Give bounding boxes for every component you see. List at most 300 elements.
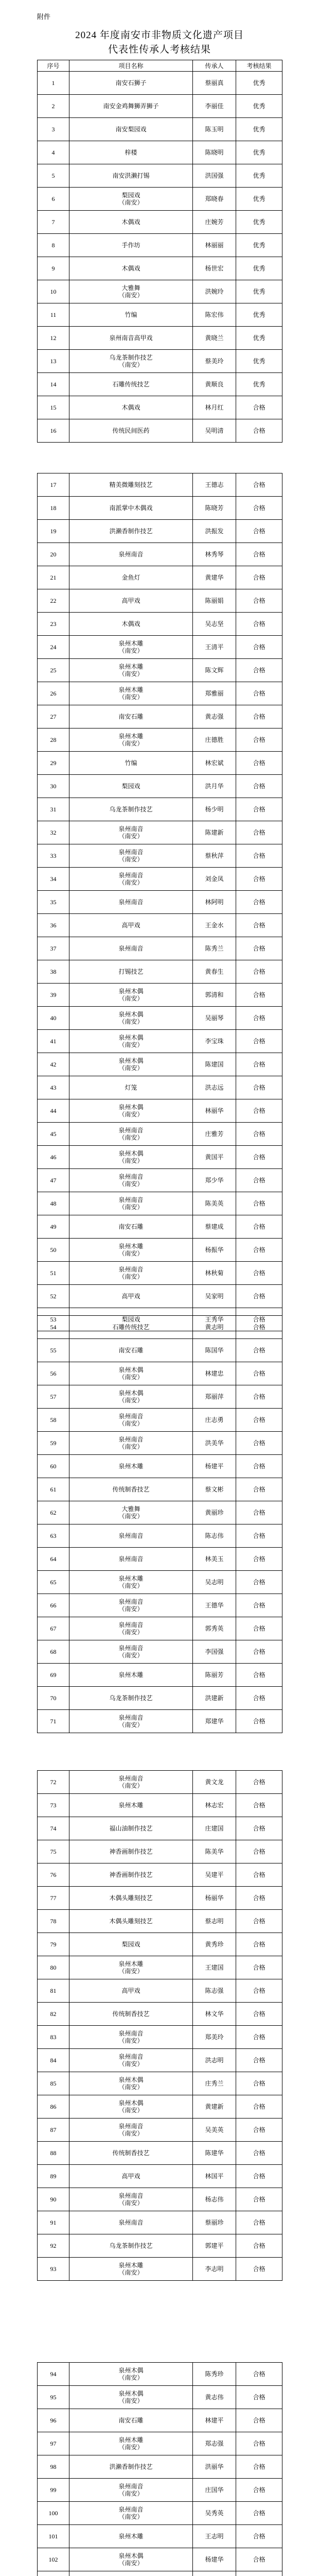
- inheritor-name: 吴建平: [193, 1863, 236, 1887]
- results-table-page-2: [37, 473, 282, 891]
- project-name-main: 泉州南音: [118, 849, 144, 856]
- project-name-main: 福山油制作技艺: [109, 1825, 153, 1832]
- project-name-main: 木偶戏: [121, 404, 140, 411]
- project-name-main: 泉州木偶: [118, 2099, 144, 2107]
- row-number: 26: [38, 682, 69, 705]
- project-name: [69, 1146, 193, 1169]
- assessment-result: 合格: [236, 543, 282, 566]
- inheritor-name: 黄国平: [193, 1146, 236, 1169]
- inheritor-name: 李志明: [193, 2258, 236, 2281]
- assessment-result: 合格: [236, 2234, 282, 2258]
- table-row: [38, 327, 282, 350]
- project-name: [69, 960, 193, 984]
- project-name-main: 泉州南音: [118, 945, 144, 952]
- project-name-sub: （南安）: [118, 1180, 144, 1188]
- row-number: 18: [38, 497, 69, 520]
- project-name-sub: （南安）: [118, 1273, 144, 1280]
- table-row: [38, 2003, 282, 2026]
- table-row: [38, 1594, 282, 1617]
- inheritor-name: 黄秀珍: [193, 1933, 236, 1956]
- inheritor-name: 陈宏伟: [193, 303, 236, 327]
- project-name-main: 高甲戏: [121, 1987, 140, 1994]
- project-name: [69, 891, 193, 914]
- project-name: [69, 1664, 193, 1687]
- table-row: [38, 1794, 282, 1817]
- table-row: [38, 2363, 282, 2386]
- inheritor-name: 庄德胜: [193, 728, 236, 752]
- project-name-sub: （南安）: [118, 2490, 144, 2497]
- project-name-main: 泉州木偶: [118, 2390, 144, 2397]
- assessment-result: 合格: [236, 1571, 282, 1594]
- table-row: [38, 1687, 282, 1710]
- table-row: [38, 566, 282, 589]
- inheritor-name: 郭秀英: [193, 1617, 236, 1640]
- project-name: [69, 1339, 193, 1362]
- inheritor-name: 林月红: [193, 396, 236, 419]
- project-name-sub: （南安）: [118, 1397, 144, 1404]
- project-name-main: 泉州木偶: [118, 1366, 144, 1374]
- row-number: 10: [38, 280, 69, 303]
- assessment-result: 合格: [236, 1887, 282, 1910]
- table-row: [38, 1053, 282, 1076]
- inheritor-name: 郑美玲: [193, 2026, 236, 2049]
- inheritor-name: 吴家明: [193, 1285, 236, 1308]
- project-name-sub: （南安）: [118, 361, 144, 368]
- project-name-main: 泉州南音: [118, 1775, 144, 1782]
- row-number: 68: [38, 1640, 69, 1664]
- project-name: [69, 473, 193, 497]
- project-name: [69, 1687, 193, 1710]
- project-name-main: 泉州木偶: [118, 2367, 144, 2374]
- assessment-result: 优秀: [236, 118, 282, 141]
- row-number: 75: [38, 1840, 69, 1863]
- project-name: [69, 682, 193, 705]
- row-number: 31: [38, 798, 69, 821]
- inheritor-name: 陈建新: [193, 821, 236, 844]
- assessment-result: 优秀: [236, 164, 282, 188]
- project-name: [69, 1432, 193, 1455]
- project-name-main: 南安石雕: [118, 2417, 144, 2424]
- project-name-main: 泉州南音: [118, 1173, 144, 1180]
- table-row: [38, 821, 282, 844]
- table-row: [38, 72, 282, 95]
- project-name-sub: （南安）: [118, 1420, 144, 1427]
- row-number: 88: [38, 2142, 69, 2165]
- row-number: 47: [38, 1169, 69, 1192]
- row-number: 37: [38, 937, 69, 960]
- table-row: [38, 141, 282, 164]
- row-number: 82: [38, 2003, 69, 2026]
- project-name: [69, 1571, 193, 1594]
- project-name-main: 神香画制作技艺: [109, 1871, 153, 1878]
- inheritor-name: 杨少明: [193, 798, 236, 821]
- inheritor-name: 蔡秋萍: [193, 844, 236, 868]
- project-name: [69, 1548, 193, 1571]
- assessment-result: 合格: [236, 984, 282, 1007]
- assessment-result: 合格: [236, 1339, 282, 1362]
- assessment-result: 合格: [236, 2455, 282, 2479]
- table-row: [38, 705, 282, 728]
- project-name: [69, 2386, 193, 2409]
- project-name-main: 大雅舞: [121, 1505, 140, 1513]
- table-row: [38, 1640, 282, 1664]
- project-name: [69, 2095, 193, 2119]
- table-row: [38, 1501, 282, 1524]
- row-number: 45: [38, 1123, 69, 1146]
- project-name-sub: （南安）: [118, 2199, 144, 2207]
- results-table-page-6: [37, 2362, 282, 2576]
- inheritor-name: 庄志勇: [193, 1409, 236, 1432]
- project-name-sub: （南安）: [118, 1111, 144, 1118]
- project-name-main: 泉州南音: [118, 551, 144, 558]
- project-name: [69, 2502, 193, 2525]
- table-row: [38, 1933, 282, 1956]
- inheritor-name: 郑丽萍: [193, 1385, 236, 1409]
- assessment-result: 合格: [236, 2165, 282, 2188]
- inheritor-name: 庄雅芳: [193, 1123, 236, 1146]
- table-row: [38, 1887, 282, 1910]
- row-number: 27: [38, 705, 69, 728]
- assessment-result: 优秀: [236, 327, 282, 350]
- table-row: [38, 1262, 282, 1285]
- inheritor-name: 洪丽华: [193, 2455, 236, 2479]
- row-number: 72: [38, 1771, 69, 1794]
- row-number: 87: [38, 2119, 69, 2142]
- assessment-result: 合格: [236, 2188, 282, 2211]
- project-name-main: 大雅舞: [121, 284, 140, 292]
- project-name-main: 泉州木雕: [118, 733, 144, 740]
- inheritor-name: 黄志伟: [193, 2386, 236, 2409]
- project-name-main: 南安石狮子: [115, 79, 147, 87]
- table-row: [38, 752, 282, 775]
- project-name: [69, 2049, 193, 2072]
- inheritor-name: 陈秀珍: [193, 2363, 236, 2386]
- project-name-main: 泉州木雕: [118, 663, 144, 670]
- project-name-sub: （南安）: [118, 2130, 144, 2137]
- assessment-result: 合格: [236, 891, 282, 914]
- project-name: [69, 1794, 193, 1817]
- project-name-sub: （南安）: [118, 2397, 144, 2404]
- inheritor-name: 吴志坚: [193, 613, 236, 636]
- project-name-main: 泉州南音: [118, 2123, 144, 2130]
- inheritor-name: 王德志: [193, 473, 236, 497]
- row-number: 7: [38, 211, 69, 234]
- project-name: [69, 1215, 193, 1239]
- project-name: [69, 2548, 193, 2571]
- project-name-sub: （南安）: [118, 879, 144, 886]
- row-number: 74: [38, 1817, 69, 1840]
- project-name: [69, 844, 193, 868]
- inheritor-name: 郑建华: [193, 1710, 236, 1733]
- table-row: [38, 1099, 282, 1123]
- table-row: [38, 497, 282, 520]
- inheritor-name: 林文华: [193, 2003, 236, 2026]
- project-name: [69, 1956, 193, 1979]
- row-number: 96: [38, 2409, 69, 2432]
- project-name-sub: （南安）: [118, 2107, 144, 2114]
- table-row: [38, 280, 282, 303]
- project-name: [69, 211, 193, 234]
- assessment-result: 合格: [236, 613, 282, 636]
- table-row: [38, 2165, 282, 2188]
- table-row: [38, 1362, 282, 1385]
- project-name: [69, 419, 193, 443]
- row-number: 39: [38, 984, 69, 1007]
- project-name: [69, 1285, 193, 1308]
- project-name: [69, 868, 193, 891]
- project-name: [69, 636, 193, 659]
- inheritor-name: 蔡志明: [193, 1910, 236, 1933]
- inheritor-name: 王清平: [193, 636, 236, 659]
- project-name: [69, 1316, 193, 1339]
- table-row: [38, 960, 282, 984]
- table-row: [38, 1007, 282, 1030]
- project-name: [69, 1817, 193, 1840]
- project-name: [69, 164, 193, 188]
- inheritor-name: 陈美华: [193, 1840, 236, 1863]
- row-number: 35: [38, 891, 69, 914]
- inheritor-name: 黄志明: [193, 1316, 236, 1339]
- assessment-result: 合格: [236, 1863, 282, 1887]
- table-row: [38, 1771, 282, 1794]
- row-number: 100: [38, 2502, 69, 2525]
- inheritor-name: 洪婉玲: [193, 280, 236, 303]
- project-name-main: 灯笼: [125, 1084, 137, 1091]
- row-number: 23: [38, 613, 69, 636]
- row-number: 84: [38, 2049, 69, 2072]
- table-row: [38, 2211, 282, 2234]
- row-number: 25: [38, 659, 69, 682]
- assessment-result: 合格: [236, 868, 282, 891]
- table-row: [38, 1863, 282, 1887]
- table-row: [38, 2234, 282, 2258]
- project-name: [69, 2363, 193, 2386]
- inheritor-name: 陈美英: [193, 1192, 236, 1215]
- project-name-sub: （南安）: [118, 647, 144, 654]
- project-name: [69, 497, 193, 520]
- assessment-result: 优秀: [236, 373, 282, 396]
- project-name-main: 木偶戏: [121, 218, 140, 226]
- table-row: [38, 2049, 282, 2072]
- assessment-result: 合格: [236, 2363, 282, 2386]
- inheritor-name: 王金水: [193, 914, 236, 937]
- project-name-sub: （南安）: [118, 833, 144, 840]
- row-number: 89: [38, 2165, 69, 2188]
- row-number: 19: [38, 520, 69, 543]
- inheritor-name: 陈建国: [193, 1053, 236, 1076]
- row-number: 4: [38, 141, 69, 164]
- project-name: [69, 280, 193, 303]
- inheritor-name: 郭建平: [193, 2234, 236, 2258]
- table-row: [38, 2095, 282, 2119]
- table-row: [38, 2502, 282, 2525]
- project-name-sub: （南安）: [118, 740, 144, 747]
- row-number: 41: [38, 1030, 69, 1053]
- inheritor-name: 洪志远: [193, 1076, 236, 1099]
- table-row: [38, 2258, 282, 2281]
- inheritor-name: 刘金凤: [193, 868, 236, 891]
- inheritor-name: 黄志强: [193, 705, 236, 728]
- assessment-result: 合格: [236, 1548, 282, 1571]
- row-number: 70: [38, 1687, 69, 1710]
- project-name-main: 乌龙茶制作技艺: [109, 1694, 153, 1702]
- row-number: 61: [38, 1478, 69, 1501]
- assessment-result: 合格: [236, 1771, 282, 1794]
- project-name-main: 泉州木雕: [118, 640, 144, 647]
- table-row: [38, 2119, 282, 2142]
- row-number: 95: [38, 2386, 69, 2409]
- inheritor-name: 庄秀兰: [193, 2072, 236, 2095]
- inheritor-name: 陈建华: [193, 2142, 236, 2165]
- project-name-main: 泉州木雕: [118, 2436, 144, 2444]
- table-row: [38, 775, 282, 798]
- assessment-result: 合格: [236, 2258, 282, 2281]
- project-name-sub: （南安）: [118, 292, 144, 299]
- assessment-result: 优秀: [236, 95, 282, 118]
- row-number: 9: [38, 257, 69, 280]
- project-name-sub: （南安）: [118, 1443, 144, 1450]
- project-name-main: 泉州木雕: [118, 1463, 144, 1470]
- table-row: [38, 396, 282, 419]
- assessment-result: 合格: [236, 1617, 282, 1640]
- row-number: 32: [38, 821, 69, 844]
- assessment-result: 合格: [236, 2432, 282, 2455]
- inheritor-name: 林丽丽: [193, 234, 236, 257]
- project-name: [69, 520, 193, 543]
- project-name: [69, 118, 193, 141]
- project-name-main: 泉州南音: [118, 1645, 144, 1652]
- row-number: 5: [38, 164, 69, 188]
- project-name-sub: （南安）: [118, 1041, 144, 1048]
- inheritor-name: 洪国强: [193, 164, 236, 188]
- project-name-main: 竹编: [125, 759, 137, 767]
- assessment-result: 合格: [236, 1478, 282, 1501]
- assessment-result: 合格: [236, 1262, 282, 1285]
- assessment-result: 优秀: [236, 234, 282, 257]
- table-row: [38, 1910, 282, 1933]
- project-name-main: 泉州南音: [118, 2506, 144, 2513]
- assessment-result: 合格: [236, 1409, 282, 1432]
- assessment-result: 合格: [236, 2502, 282, 2525]
- project-name-main: 泉州木偶: [118, 1104, 144, 1111]
- assessment-result: 合格: [236, 728, 282, 752]
- column-header: 序号: [38, 60, 69, 72]
- assessment-result: 合格: [236, 1840, 282, 1863]
- inheritor-name: 林志宏: [193, 1794, 236, 1817]
- row-number: 20: [38, 543, 69, 566]
- inheritor-name: 林秋菊: [193, 1262, 236, 1285]
- inheritor-name: 黄建新: [193, 2095, 236, 2119]
- inheritor-name: 林阿明: [193, 891, 236, 914]
- project-name: [69, 1771, 193, 1794]
- project-name-main: 泉州木雕: [118, 1960, 144, 1968]
- project-name-main: 石雕传统技艺: [112, 381, 150, 388]
- project-name: [69, 396, 193, 419]
- table-row: [38, 2386, 282, 2409]
- inheritor-name: 蔡丽珍: [193, 2211, 236, 2234]
- assessment-result: 合格: [236, 1956, 282, 1979]
- project-name-main: 泉州南音: [118, 1598, 144, 1605]
- inheritor-name: 王秀华: [193, 1308, 236, 1331]
- table-row: [38, 234, 282, 257]
- assessment-result: 合格: [236, 1501, 282, 1524]
- assessment-result: 合格: [236, 419, 282, 443]
- row-number: 69: [38, 1664, 69, 1687]
- table-row: [38, 613, 282, 636]
- table-row: [38, 188, 282, 211]
- project-name: [69, 2432, 193, 2455]
- project-name-sub: （南安）: [118, 995, 144, 1002]
- table-row: [38, 350, 282, 373]
- assessment-result: 优秀: [236, 257, 282, 280]
- assessment-result: 合格: [236, 937, 282, 960]
- assessment-result: 合格: [236, 1099, 282, 1123]
- project-name-sub: （南安）: [118, 1250, 144, 1257]
- assessment-result: 合格: [236, 1594, 282, 1617]
- assessment-result: 合格: [236, 914, 282, 937]
- project-name: [69, 1007, 193, 1030]
- assessment-result: 合格: [236, 960, 282, 984]
- row-number: 40: [38, 1007, 69, 1030]
- project-name: [69, 1053, 193, 1076]
- row-number: 16: [38, 419, 69, 443]
- assessment-result: 合格: [236, 1979, 282, 2003]
- inheritor-name: 陈丽芳: [193, 1664, 236, 1687]
- table-row: [38, 95, 282, 118]
- table-row: [38, 1571, 282, 1594]
- inheritor-name: 林丽华: [193, 1099, 236, 1123]
- project-name-main: 泉州南音: [118, 1436, 144, 1443]
- inheritor-name: 林建忠: [193, 1362, 236, 1385]
- project-name: [69, 659, 193, 682]
- results-table-page-4: [37, 1315, 282, 1733]
- row-number: 38: [38, 960, 69, 984]
- project-name: [69, 2211, 193, 2234]
- table-row: [38, 1664, 282, 1687]
- inheritor-name: 陈晓明: [193, 141, 236, 164]
- project-name: [69, 141, 193, 164]
- project-name: [69, 1385, 193, 1409]
- inheritor-name: 陈晓芳: [193, 497, 236, 520]
- project-name-sub: （南安）: [118, 1605, 144, 1613]
- assessment-result: 合格: [236, 844, 282, 868]
- row-number: 49: [38, 1215, 69, 1239]
- project-name: [69, 327, 193, 350]
- table-header-row: [38, 60, 282, 72]
- table-row: [38, 984, 282, 1007]
- row-number: 56: [38, 1362, 69, 1385]
- inheritor-name: 庄国华: [193, 2479, 236, 2502]
- assessment-result: 合格: [236, 589, 282, 613]
- project-name: [69, 188, 193, 211]
- table-row: [38, 914, 282, 937]
- assessment-result: 合格: [236, 1285, 282, 1308]
- assessment-result: 优秀: [236, 350, 282, 373]
- table-row: [38, 1239, 282, 1262]
- project-name-main: 神香画制作技艺: [109, 1848, 153, 1855]
- assessment-result: 合格: [236, 1308, 282, 1331]
- table-row: [38, 419, 282, 443]
- row-number: 97: [38, 2432, 69, 2455]
- project-name: [69, 72, 193, 95]
- table-row: [38, 2026, 282, 2049]
- assessment-result: 合格: [236, 1215, 282, 1239]
- assessment-result: 合格: [236, 1362, 282, 1385]
- project-name-main: 高甲戏: [121, 1293, 140, 1300]
- project-name: [69, 937, 193, 960]
- project-name-sub: （南安）: [118, 1134, 144, 1141]
- row-number: 77: [38, 1887, 69, 1910]
